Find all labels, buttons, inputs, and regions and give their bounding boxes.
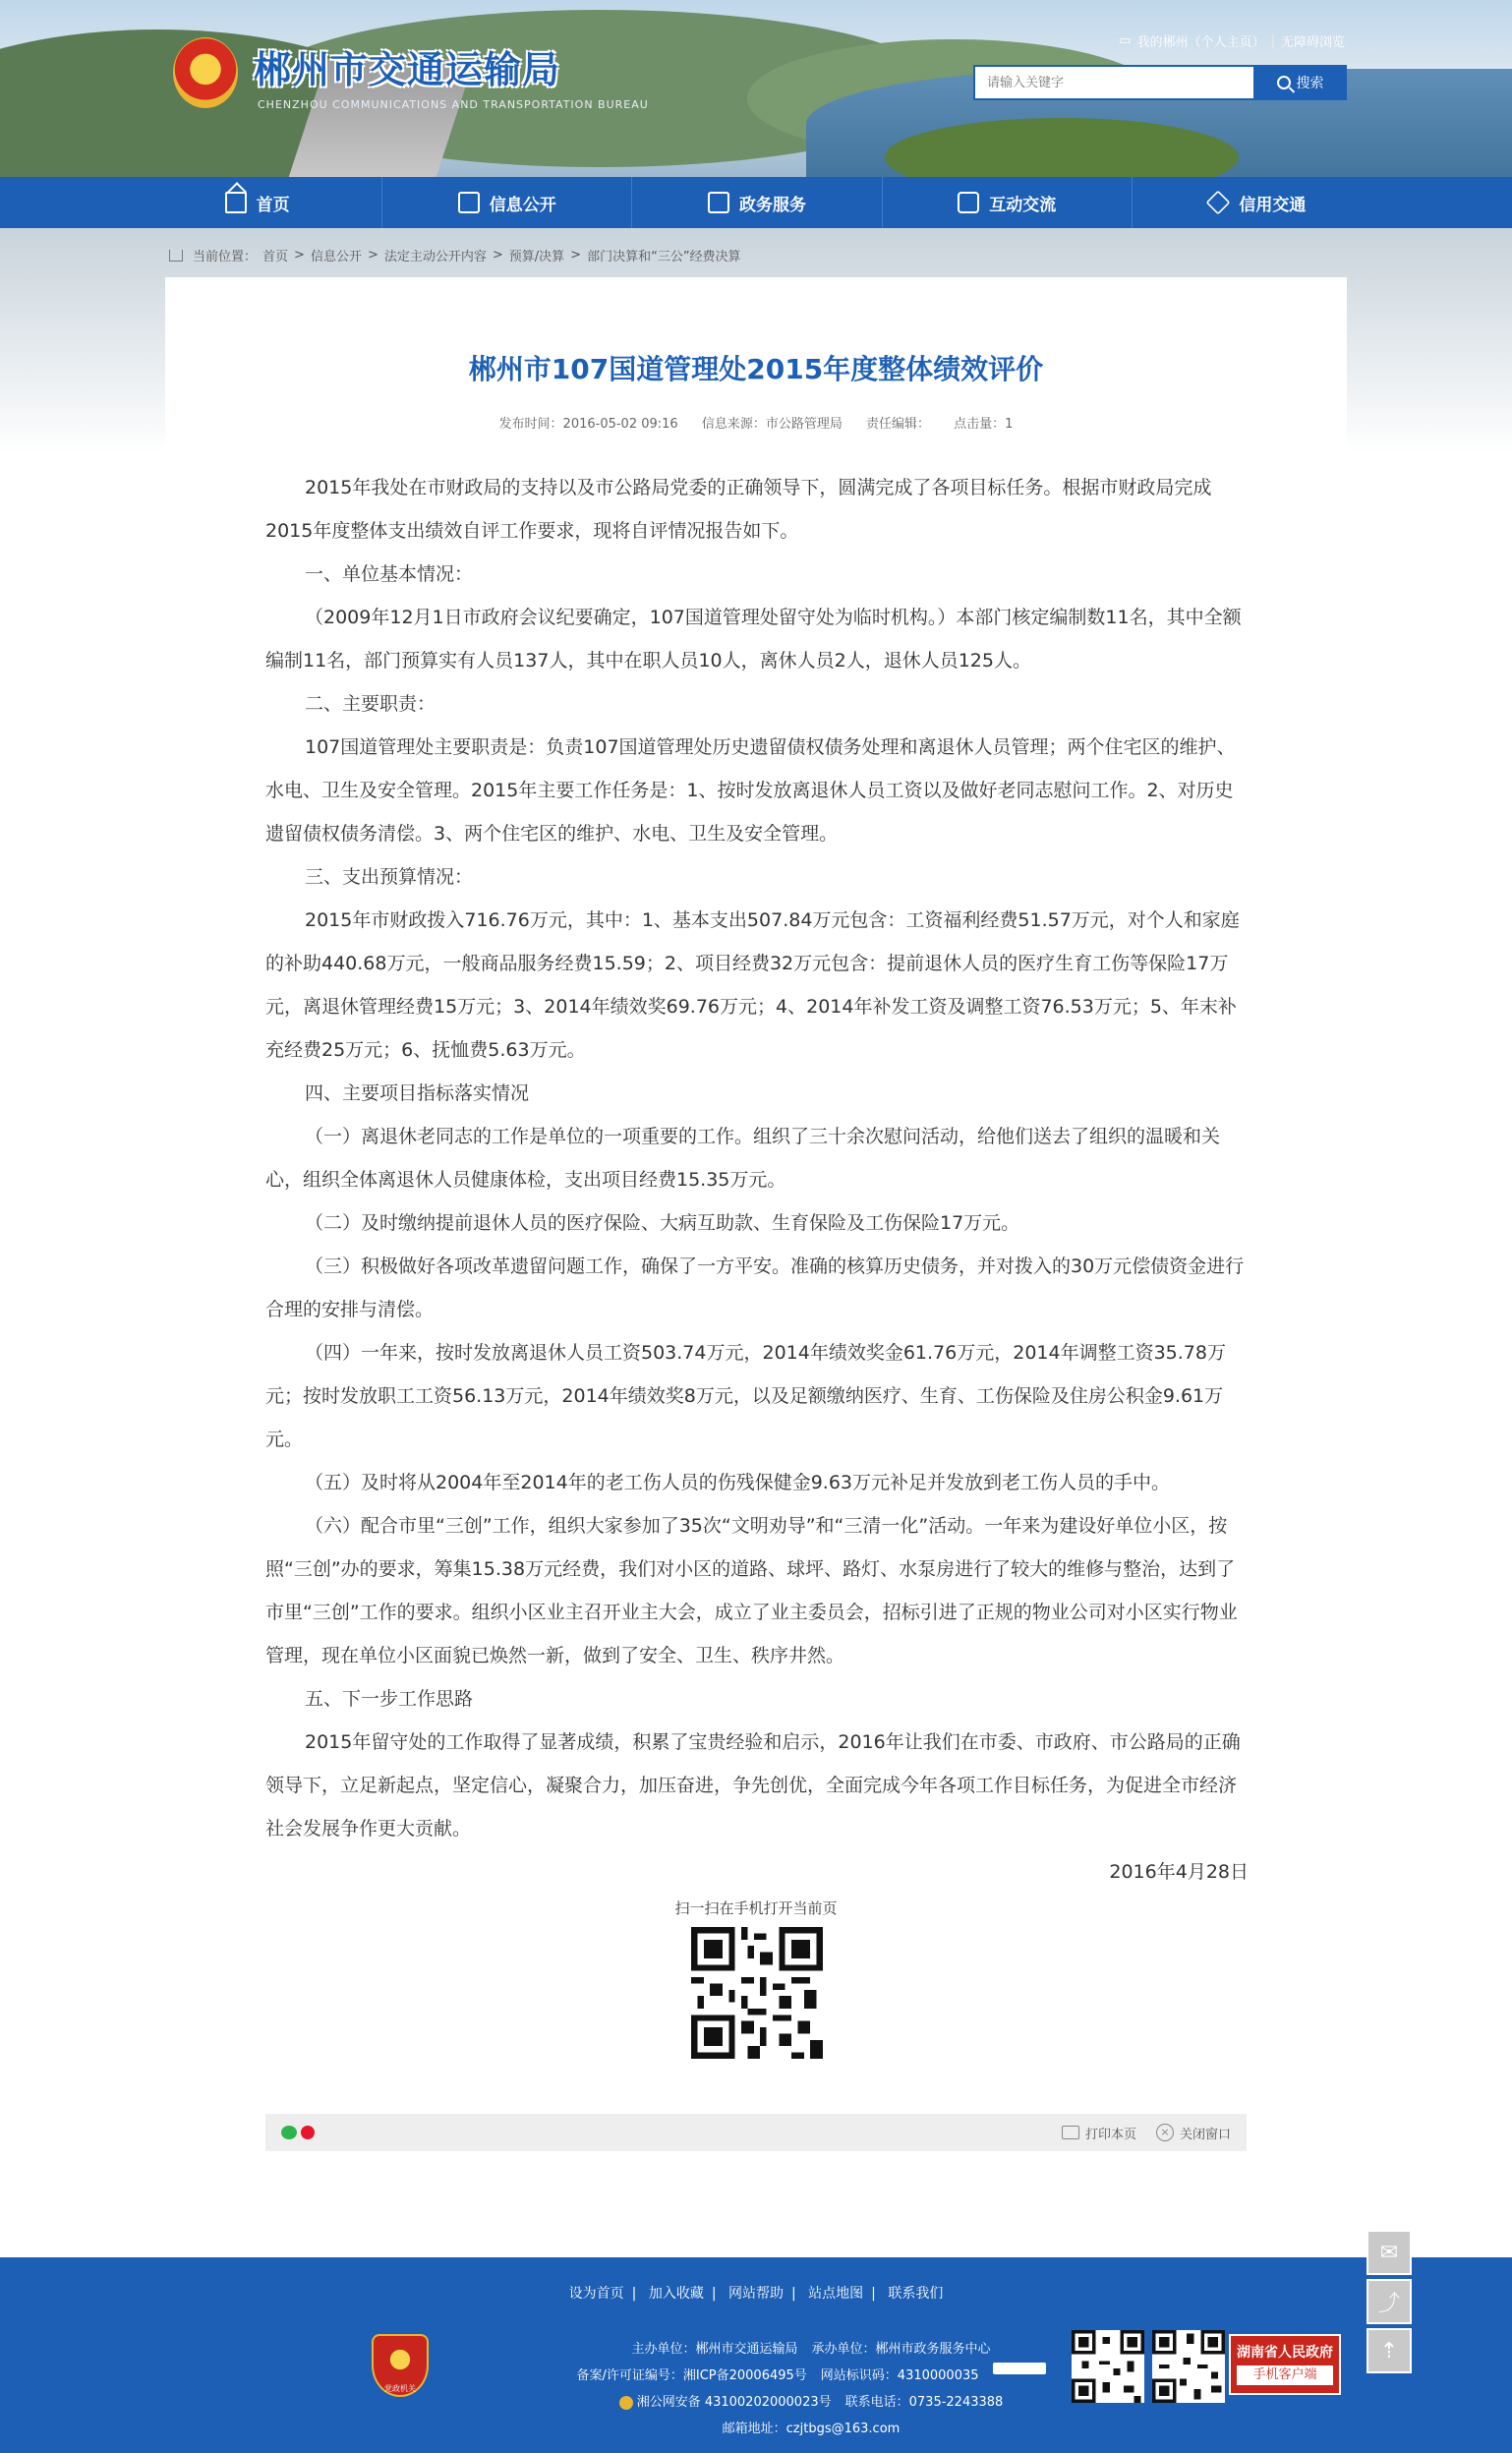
share-float-icon[interactable]: ⤴ xyxy=(1367,2279,1412,2324)
sponsor: 主办单位：郴州市交通运输局 xyxy=(631,2342,798,2357)
breadcrumb-item[interactable]: 首页 xyxy=(262,250,289,264)
breadcrumb-item[interactable]: 法定主动公开内容 xyxy=(383,250,487,264)
organizer: 承办单位：郴州市政务服务中心 xyxy=(811,2342,991,2357)
edit-icon xyxy=(708,192,729,213)
hit-count: 点击量：1 xyxy=(954,417,1014,432)
article-paragraph: 四、主要项目指标落实情况 xyxy=(305,1082,530,1104)
footer-link-contact[interactable]: 联系我们 xyxy=(888,2286,944,2302)
article-body xyxy=(265,466,1249,1894)
layers-icon xyxy=(1206,191,1231,215)
breadcrumb-separator: > xyxy=(570,248,582,263)
nav-item-info-disclosure[interactable] xyxy=(382,177,632,228)
breadcrumb-item[interactable]: 预算/决算 xyxy=(508,250,565,264)
breadcrumb-item[interactable]: 部门决算和“三公”经费决算 xyxy=(587,250,741,264)
nav-item-label: 首页 xyxy=(256,195,290,215)
close-window-button[interactable] xyxy=(1156,2124,1231,2142)
nav-item-label: 政务服务 xyxy=(739,195,806,215)
separator: | xyxy=(1270,33,1275,48)
footer-link-bookmark[interactable]: 加入收藏 xyxy=(648,2286,704,2302)
breadcrumb-separator: > xyxy=(492,248,503,263)
nav-item-label: 信用交通 xyxy=(1239,195,1307,215)
weibo-share-icon[interactable] xyxy=(301,2126,315,2139)
nav-item-interaction[interactable] xyxy=(883,177,1133,228)
article-card xyxy=(165,277,1347,2204)
nav-item-credit-transport[interactable] xyxy=(1133,177,1381,228)
home-icon xyxy=(225,192,247,213)
article-paragraph: 2015年我处在市财政局的支持以及市公路局党委的正确领导下，圆满完成了各项目标任务。根据市财政局完成2015年度整体支出绩效自评工作要求，现将自评情况报告如下。 xyxy=(265,477,1212,542)
article-paragraph: 一、单位基本情况： xyxy=(305,563,474,585)
sign-date: 2016年4月28日 xyxy=(1109,1861,1249,1883)
site-subtitle: CHENZHOU COMMUNICATIONS AND TRANSPORTATION BUREAU xyxy=(258,98,649,111)
article-paragraph: 五、下一步工作思路 xyxy=(305,1688,474,1710)
footer-link-set-homepage[interactable]: 设为首页 xyxy=(568,2286,624,2302)
article-title: 郴州市107国道管理处2015年度整体绩效评价 xyxy=(468,353,1044,385)
close-label: 关闭窗口 xyxy=(1179,2127,1231,2142)
top-links xyxy=(1119,31,1345,50)
article-paragraph: （2009年12月1日市政府会议纪要确定，107国道管理处留守处为临时机构。）本部门核定编制数11名，其中全额编制11名，部门预算实有人员137人，其中在职人员10人，离休人员2人，退休人员125人。 xyxy=(265,607,1242,672)
error-correction-badge-icon[interactable] xyxy=(993,2363,1046,2374)
footer-links: 设为首页 | 加入收藏 | 网站帮助 | 站点地图 | 联系我们 xyxy=(568,2286,944,2302)
back-to-top-icon[interactable]: ⇡ xyxy=(1367,2328,1412,2373)
qr-code-icon xyxy=(1152,2330,1225,2403)
gov-badge-text: 党政机关 xyxy=(384,2384,416,2393)
breadcrumb-separator: > xyxy=(367,248,378,263)
breadcrumb-prefix: 当前位置： xyxy=(193,250,258,264)
footer-link-sitemap[interactable]: 站点地图 xyxy=(808,2286,864,2302)
party-government-badge-icon[interactable] xyxy=(372,2334,429,2397)
police-badge-icon xyxy=(619,2396,633,2410)
search-icon xyxy=(1277,76,1291,89)
breadcrumb-separator: > xyxy=(294,248,305,263)
police-record-text: 湘公网安备 43100202000023号 xyxy=(636,2395,832,2410)
print-label: 打印本页 xyxy=(1084,2127,1136,2142)
breadcrumb-item[interactable]: 信息公开 xyxy=(310,250,362,264)
hunan-gov-app-badge[interactable] xyxy=(1229,2334,1341,2395)
article-paragraph: （六）配合市里“三创”工作，组织大家参加了35次“文明劝导”和“三清一化”活动。一年来为建设好单位小区，按照“三创”办的要求，筹集15.38万元经费，我们对小区的道路、球坪、路灯、水泵房进行了较大的维修与整治，达到了市里“三创”工作的要求。组织小区业主召开业主大会，成立了业主委员会，招标引进了正规的物业公司对小区实行物业管理，现在单位小区面貌已焕然一新，做到了安全、卫生、秩序井然。 xyxy=(265,1515,1238,1666)
nav-item-label: 互动交流 xyxy=(989,195,1057,215)
phone: 联系电话：0735-2243388 xyxy=(844,2395,1004,2410)
editor: 责任编辑： xyxy=(866,417,931,432)
article-paragraph: 107国道管理处主要职责是：负责107国道管理处历史遗留债权债务处理和离退休人员管理；两个住宅区的维护、水电、卫生及安全管理。2015年主要工作任务是：1、按时发放离退休人员工资以及做好老同志慰问工作。2、对历史遗留债权债务清偿。3、两个住宅区的维护、水电、卫生及安全管理。 xyxy=(265,736,1236,845)
search-box xyxy=(973,65,1347,100)
info-source: 信息来源：市公路管理局 xyxy=(701,417,843,432)
icp-number[interactable]: 备案/许可证编号：湘ICP备20006495号 xyxy=(576,2368,807,2383)
nav-item-label: 信息公开 xyxy=(489,195,556,215)
document-icon xyxy=(458,192,480,213)
header-banner xyxy=(0,0,1512,177)
footer xyxy=(0,2257,1512,2453)
qr-code-icon xyxy=(1072,2330,1144,2403)
wechat-float-icon[interactable]: ✉ xyxy=(1367,2230,1412,2275)
chat-icon xyxy=(958,192,979,213)
share-bar xyxy=(265,2114,1247,2151)
article-paragraph: （五）及时将从2004年至2014年的老工伤人员的伤残保健金9.63万元补足并发放到老工伤人员的手中。 xyxy=(305,1472,1171,1493)
floating-toolbar xyxy=(1367,2230,1412,2377)
article-paragraph: 2015年留守处的工作取得了显著成绩，积累了宝贵经验和启示，2016年让我们在市委、市政府、市公路局的正确领导下，立足新起点，坚定信心，凝聚合力，加压奋进，争先创优，全面完成今年各项工作目标任务，为促进全市经济社会发展争作更大贡献。 xyxy=(265,1731,1241,1840)
qr-code-icon xyxy=(691,1927,823,2059)
search-input[interactable] xyxy=(973,65,1253,100)
main-nav xyxy=(0,177,1512,228)
search-button[interactable] xyxy=(1253,65,1347,100)
nav-item-home[interactable] xyxy=(133,177,382,228)
publish-date: 发布时间：2016-05-02 09:16 xyxy=(498,417,678,432)
article-paragraph: 二、主要职责： xyxy=(305,693,436,715)
site-title[interactable]: 郴州市交通运输局 xyxy=(254,48,561,91)
wechat-share-icon[interactable] xyxy=(281,2126,297,2139)
article-paragraph: （四）一年来，按时发放离退休人员工资503.74万元，2014年绩效奖金61.76万元，2014年调整工资35.78万元；按时发放职工工资56.13万元，2014年绩效奖8万元，以及足额缴纳医疗、生育、工伤保险及住房公积金9.61万元。 xyxy=(265,1342,1226,1450)
app-badge-subtitle: 手机客户端 xyxy=(1237,2365,1333,2385)
breadcrumb xyxy=(169,246,741,264)
site-code: 网站标识码：4310000035 xyxy=(820,2368,979,2383)
article-paragraph: 三、支出预算情况： xyxy=(305,866,474,888)
article-meta xyxy=(165,413,1347,432)
printer-icon xyxy=(1062,2126,1079,2139)
top-link-personal[interactable]: 我的郴州（个人主页） xyxy=(1136,35,1265,50)
user-icon: ▭ xyxy=(1119,33,1132,48)
article-paragraph: （二）及时缴纳提前退休人员的医疗保险、大病互助款、生育保险及工伤保险17万元。 xyxy=(305,1212,1020,1234)
footer-info xyxy=(546,2336,1076,2442)
national-emblem-icon: ★ xyxy=(173,37,238,108)
close-icon: × xyxy=(1156,2124,1174,2141)
email: 邮箱地址：czjtbgs@163.com xyxy=(722,2422,901,2436)
qr-caption: 扫一扫在手机打开当前页 xyxy=(674,1899,838,1917)
nav-item-government-services[interactable] xyxy=(632,177,882,228)
top-link-accessibility[interactable]: 无障碍浏览 xyxy=(1280,35,1345,50)
home-icon xyxy=(169,250,183,262)
police-record[interactable] xyxy=(619,2389,832,2416)
app-badge-title: 湖南省人民政府 xyxy=(1237,2345,1333,2361)
footer-link-help[interactable]: 网站帮助 xyxy=(728,2286,784,2302)
article-paragraph: 2015年市财政拨入716.76万元，其中：1、基本支出507.84万元包含：工资福利经费51.57万元，对个人和家庭的补助440.68万元，一般商品服务经费15.59；2、项目经费32万元包含：提前退休人员的医疗生育工伤等保险17万元，离退休管理经费15万元；3、2014年绩效奖69.76万元；4、2014年补发工资及调整工资76.53万元；5、年末补充经费25万元；6、抚恤费5.63万元。 xyxy=(265,909,1240,1061)
print-button[interactable] xyxy=(1062,2124,1136,2142)
search-button-label: 搜索 xyxy=(1296,76,1324,91)
article-paragraph: （三）积极做好各项改革遗留问题工作，确保了一方平安。准确的核算历史债务，并对拨入的30万元偿债资金进行合理的安排与清偿。 xyxy=(265,1256,1245,1320)
article-paragraph: （一）离退休老同志的工作是单位的一项重要的工作。组织了三十余次慰问活动，给他们送去了组织的温暖和关心，组织全体离退休人员健康体检，支出项目经费15.35万元。 xyxy=(265,1126,1221,1191)
